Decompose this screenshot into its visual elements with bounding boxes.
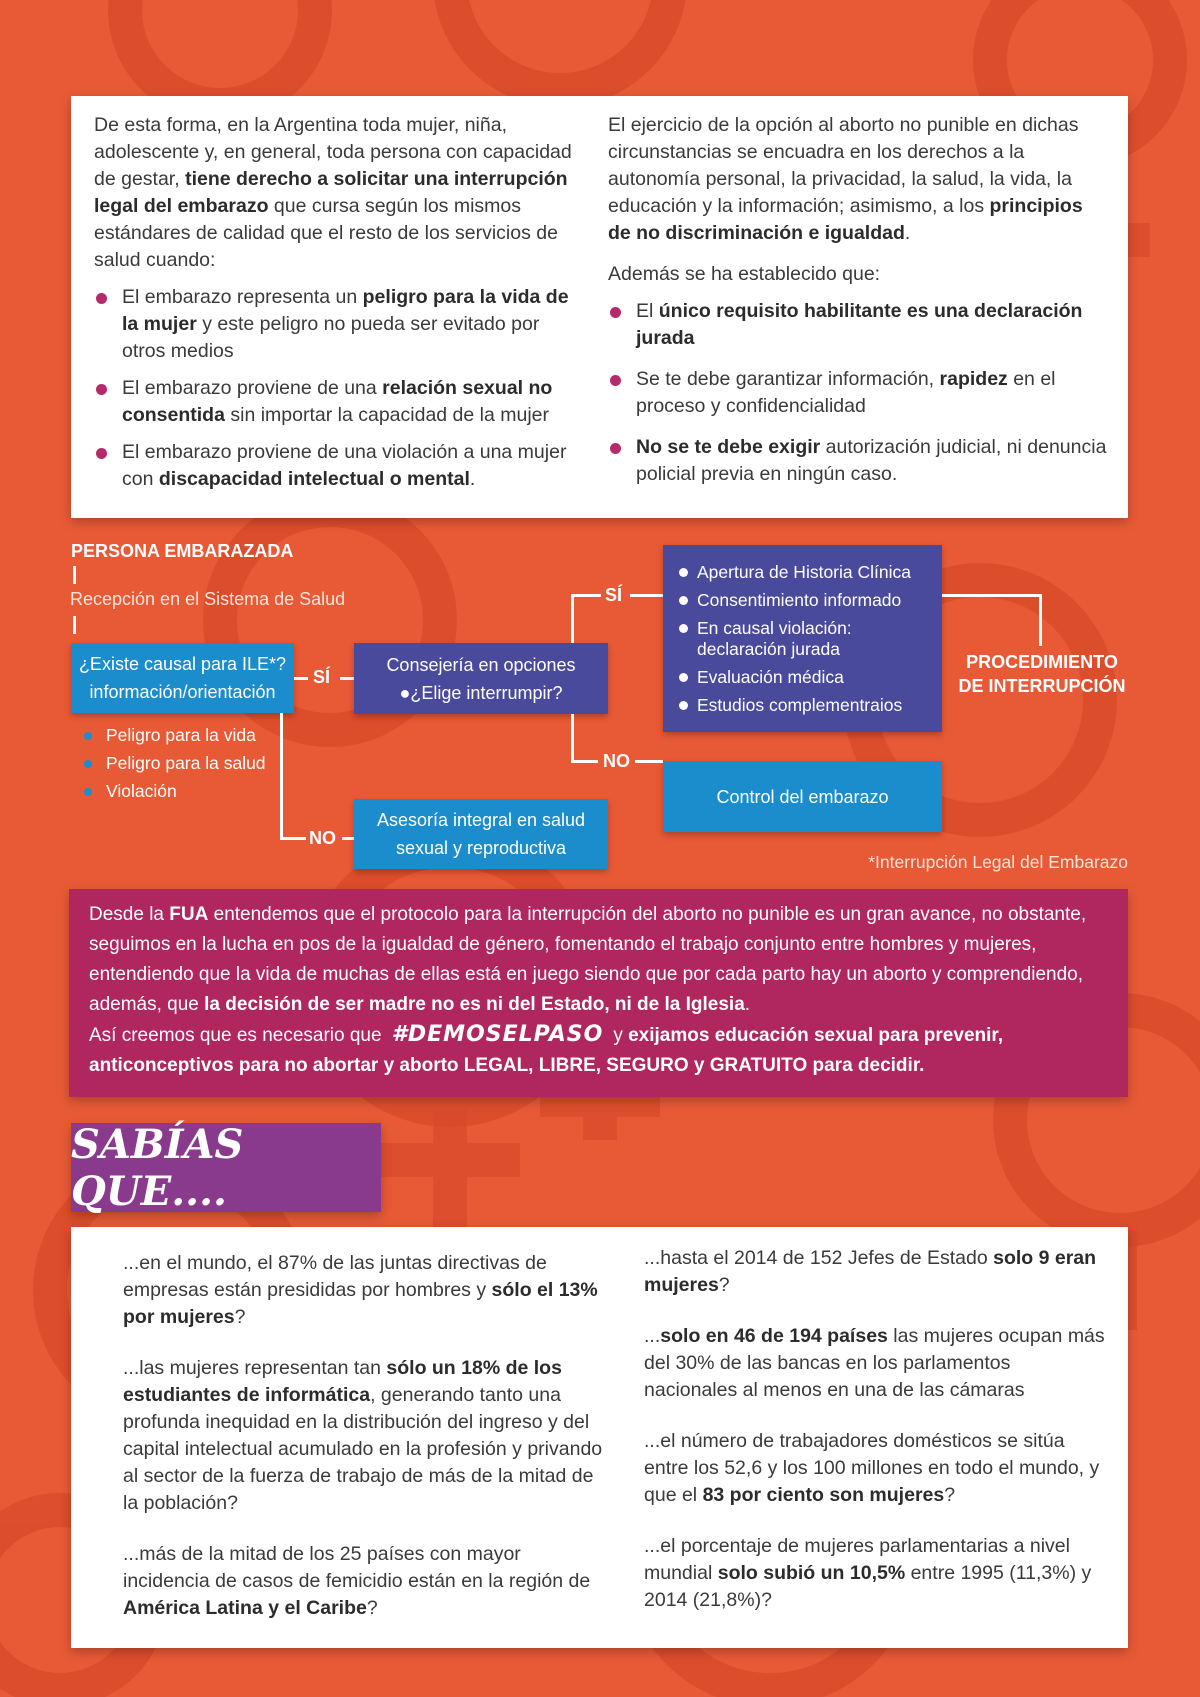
causales-list <box>94 284 584 493</box>
connector-line <box>340 677 354 680</box>
intro-panel <box>71 96 1128 518</box>
list-item: Estudios complementraios <box>663 695 942 716</box>
footnote: *Interrupción Legal del Embarazo <box>868 852 1128 872</box>
intro-right-column <box>608 112 1108 498</box>
connector-line <box>571 760 598 763</box>
bullet-icon: ● <box>399 682 411 703</box>
list-item: En causal violación: declaración jurada <box>663 618 942 660</box>
list-item: Violación <box>80 777 266 805</box>
fact-item: ...el porcentaje de mujeres parlamentarias a nivel mundial solo subió un 10,5% entre 1995 (11,3%) y 2014 (21,8%)? <box>644 1535 1092 1611</box>
list-item: El embarazo representa un peligro para la vida de la mujer y este peligro no pueda ser evitado por otros medios <box>94 284 584 365</box>
intro-right-paragraph: El ejercicio de la opción al aborto no punible en dichas circunstancias se encuadra en los derechos a la autonomía personal, la privacidad, la salud, la vida, la educación y la información; asimismo, a los principios de no discriminación e igualdad. <box>608 114 1083 244</box>
list-item: Apertura de Historia Clínica <box>663 562 942 583</box>
no-label: NO <box>309 828 336 848</box>
facts-left-column <box>123 1250 603 1646</box>
connector-line <box>280 837 306 840</box>
intro-left-column <box>94 112 584 503</box>
intro-left-paragraph: De esta forma, en la Argentina toda mujer, niña, adolescente y, en general, toda persona con capacidad de gestar, tiene derecho a solicitar una interrupción legal del embarazo que cursa según los mismos estándares de calidad que el resto de los servicios de salud cuando: <box>94 114 572 271</box>
hashtag: #DEMOSELPASO <box>391 1022 604 1047</box>
list-item: Peligro para la vida <box>80 721 266 749</box>
fact-item: ...en el mundo, el 87% de las juntas directivas de empresas están presididas por hombres y sólo el 13% por mujeres? <box>123 1252 598 1328</box>
connector-line <box>73 616 76 634</box>
list-item: El embarazo proviene de una violación a una mujer con discapacidad intelectual o mental. <box>94 439 584 493</box>
fua-panel <box>69 889 1128 1097</box>
list-item: Consentimiento informado <box>663 590 942 611</box>
connector-line <box>294 677 308 680</box>
list-item: El embarazo proviene de una relación sexual no consentida sin importar la capacidad de la mujer <box>94 375 584 429</box>
connector-line <box>571 594 574 643</box>
control-box: Control del embarazo <box>663 761 942 832</box>
fua-paragraph: Desde la FUA entendemos que el protocolo para la interrupción del aborto no punible es un gran avance, no obstante, seguimos en la lucha en pos de la igualdad de género, fomentando el trabajo conjunto entre hombres y mujeres, entendiendo que la vida de muchas de ellas está en juego siendo que por cada parto hay un aborto y comprendiendo, además, que la decisión de ser madre no es ni del Estado, ni de la Iglesia. <box>89 904 1087 1015</box>
connector-line <box>73 566 76 584</box>
sabias-que-title: SABÍAS QUE.... <box>71 1123 381 1212</box>
list-item: Peligro para la salud <box>80 749 266 777</box>
asesoria-box: Asesoría integral en salud sexual y reproductiva <box>354 799 608 869</box>
fact-item: ...las mujeres representan tan sólo un 18% de los estudiantes de informática, generando tanto una profunda inequidad en la distribución del ingreso y del capital intelectual acumulado en la profesión y privando al sector de la fuerza de trabajo de más de la mitad de la población? <box>123 1357 603 1514</box>
connector-line <box>635 760 663 763</box>
connector-line <box>571 714 574 762</box>
requisitos-list <box>608 298 1108 488</box>
facts-panel <box>71 1227 1128 1648</box>
intro-right-subheading: Además se ha establecido que: <box>608 263 881 285</box>
recepcion-label: Recepción en el Sistema de Salud <box>70 589 346 609</box>
fact-item: ...más de la mitad de los 25 países con mayor incidencia de casos de femicidio están en la región de América Latina y el Caribe? <box>123 1543 591 1619</box>
list-item: No se te debe exigir autorización judicial, ni denuncia policial previa en ningún caso. <box>608 434 1108 488</box>
si-label: SÍ <box>605 585 623 605</box>
connector-line <box>342 837 354 840</box>
fact-item: ...el número de trabajadores domésticos se sitúa entre los 52,6 y los 100 millones en todo el mundo, y que el 83 por ciento son mujeres? <box>644 1430 1100 1506</box>
connector-line <box>1039 594 1042 646</box>
connector-line <box>630 594 663 597</box>
procedimiento-label: PROCEDIMIENTO DE INTERRUPCIÓN <box>958 652 1126 696</box>
facts-right-column <box>644 1245 1109 1614</box>
list-item: El único requisito habilitante es una declaración jurada <box>608 298 1108 352</box>
causal-box: ¿Existe causal para ILE*? información/orientación <box>71 643 294 713</box>
causales-side-list <box>80 721 266 805</box>
si-label: SÍ <box>313 667 331 687</box>
no-label: NO <box>603 751 630 771</box>
list-item: Evaluación médica <box>663 667 942 688</box>
persona-embarazada-label: PERSONA EMBARAZADA <box>71 541 294 561</box>
consejeria-box: Consejería en opciones ●¿Elige interrumpir? <box>354 643 608 714</box>
procedimiento-list <box>663 562 942 716</box>
connector-line <box>280 713 283 839</box>
list-item: Se te debe garantizar información, rapidez en el proceso y confidencialidad <box>608 366 1108 420</box>
fua-call-to-action: Así creemos que es necesario que #DEMOSELPASO y exijamos educación sexual para prevenir, anticonceptivos para no abortar y aborto LEGAL, LIBRE, SEGURO y GRATUITO para decidir. <box>89 1022 1004 1076</box>
connector-line <box>942 594 1041 597</box>
procedimiento-box <box>663 545 942 732</box>
connector-line <box>571 594 601 597</box>
fact-item: ...hasta el 2014 de 152 Jefes de Estado solo 9 eran mujeres? <box>644 1247 1097 1296</box>
fact-item: ...solo en 46 de 194 países las mujeres ocupan más del 30% de las bancas en los parlamentos nacionales al menos en una de las cámaras <box>644 1325 1105 1401</box>
